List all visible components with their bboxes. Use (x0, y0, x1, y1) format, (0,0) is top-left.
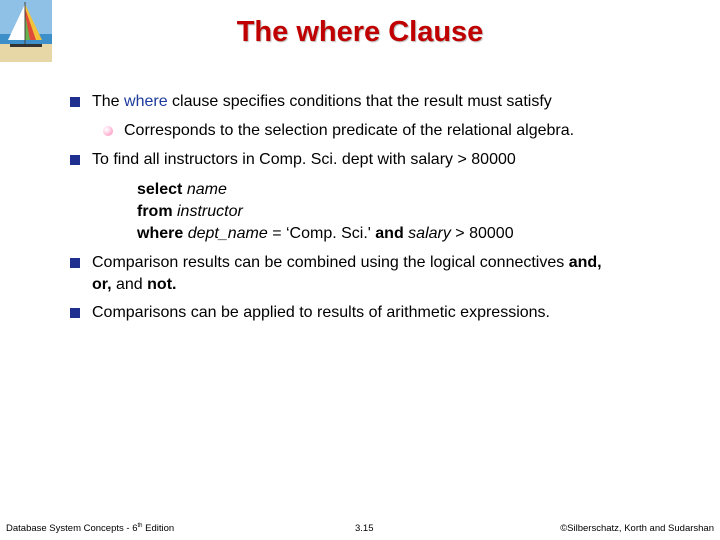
bullet-marker (70, 258, 80, 268)
and-keyword: and, (568, 254, 602, 271)
sql-identifier: name (186, 181, 227, 198)
footer-page-number: 3.15 (355, 523, 374, 534)
sql-keyword: where (137, 225, 188, 242)
sql-keyword: from (137, 203, 177, 220)
footer-text: Edition (142, 523, 175, 535)
sql-text: > 80000 (450, 225, 514, 242)
bullet-find-instructors: To find all instructors in Comp. Sci. dept with salary > 80000 (92, 151, 516, 168)
bullet-logical-connectives-line2 (92, 275, 176, 294)
bullet-text: and (111, 276, 148, 293)
bullet-text: Comparison results can be combined using the logical connectives (92, 254, 569, 271)
bullet-marker (70, 308, 80, 318)
bullet-logical-connectives-line1 (92, 253, 602, 272)
bullet-text: clause specifies conditions that the result must satisfy (167, 93, 552, 110)
sql-from-line (137, 202, 243, 221)
sql-where-line (137, 224, 514, 243)
sql-keyword: and (375, 225, 409, 242)
sql-identifier: salary (408, 225, 451, 242)
sub-bullet-selection-predicate: Corresponds to the selection predicate of the relational algebra. (124, 122, 575, 139)
or-keyword: or, (92, 276, 112, 293)
bullet-where-clause (92, 92, 552, 111)
sql-text: = ‘Comp. Sci.' (267, 225, 376, 242)
bullet-arithmetic-expressions: Comparisons can be applied to results of arithmetic expressions. (92, 304, 550, 321)
footer-text: Database System Concepts - 6 (6, 523, 138, 535)
sql-identifier: instructor (177, 203, 243, 220)
footer-sup: th (137, 523, 143, 529)
footer-copyright: ©Silberschatz, Korth and Sudarshan (560, 523, 714, 534)
sql-keyword: select (137, 181, 187, 198)
slide-title: The where Clause (236, 16, 484, 48)
sub-bullet-marker (103, 126, 113, 136)
sql-identifier: dept_name (187, 225, 268, 242)
bullet-marker (70, 97, 80, 107)
where-keyword: where (124, 93, 168, 110)
not-keyword: not. (147, 276, 177, 293)
footer-book-title (6, 523, 174, 534)
bullet-marker (70, 155, 80, 165)
sql-select-line (137, 180, 227, 199)
bullet-text: The (92, 93, 125, 110)
